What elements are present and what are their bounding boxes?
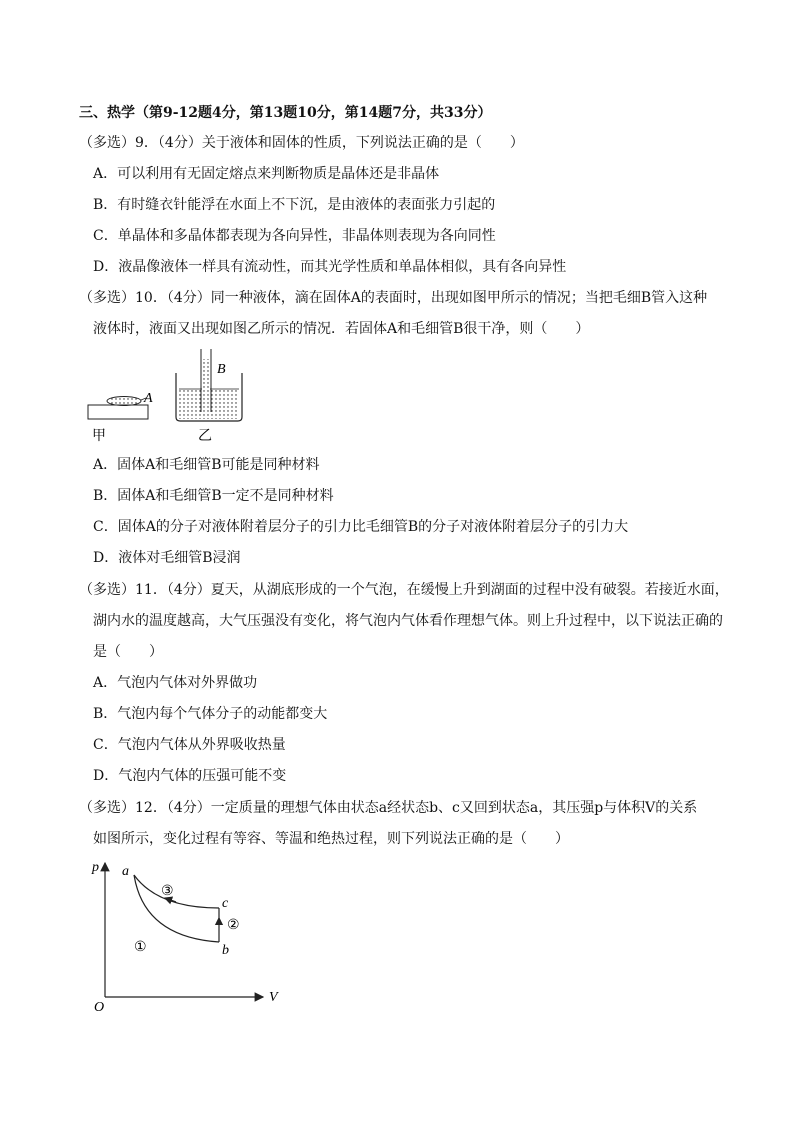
question-11-stem-line-1: （多选）11．（4分）夏天，从湖底形成的一个气泡，在缓慢上升到湖面的过程中没有破裂。若接近水面， xyxy=(79,582,729,598)
question-11-option-d: D．气泡内气体的压强可能不变 xyxy=(93,768,287,784)
process-3-curve xyxy=(134,875,219,908)
p-axis-label: p xyxy=(92,860,99,875)
caption-yi: 乙 xyxy=(198,429,212,444)
question-9-option-b: B．有时缝衣针能浮在水面上不下沉，是由液体的表面张力引起的 xyxy=(93,197,496,213)
question-11-stem-line-2: 湖内水的温度越高，大气压强没有变化，将气泡内气体看作理想气体。则上升过程中，以下说法正确的 xyxy=(93,613,723,629)
process-1-label: ① xyxy=(134,940,147,955)
liquid-droplet xyxy=(107,397,141,406)
figure-pv-graph xyxy=(88,855,288,1015)
question-12-stem-line-2: 如图所示，变化过程有等容、等温和绝热过程，则下列说法正确的是（ ） xyxy=(93,831,569,847)
v-axis-label: V xyxy=(269,990,278,1005)
question-9-option-c: C．单晶体和多晶体都表现为各向异性，非晶体则表现为各向同性 xyxy=(93,228,496,244)
label-a: A xyxy=(144,391,153,406)
question-11-option-b: B．气泡内每个气体分子的动能都变大 xyxy=(93,706,328,722)
origin-label: O xyxy=(94,1000,105,1015)
question-10-stem-line-1: （多选）10．（4分）同一种液体，滴在固体A的表面时，出现如图甲所示的情况；当把毛细B管入这种 xyxy=(79,290,708,306)
process-1-curve xyxy=(134,875,219,942)
point-c-label: c xyxy=(222,896,229,911)
question-10-option-c: C．固体A的分子对液体附着层分子的引力比毛细管B的分子对液体附着层分子的引力大 xyxy=(93,519,629,535)
caption-jia: 甲 xyxy=(92,429,106,444)
capillary-liquid-column xyxy=(202,359,210,412)
process-2-label: ② xyxy=(227,918,240,933)
point-b-label: b xyxy=(222,943,229,958)
section-header: 三、热学（第9-12题4分，第13题10分，第14题7分，共33分） xyxy=(79,105,492,121)
question-9-option-a: A．可以利用有无固定熔点来判断物质是晶体还是非晶体 xyxy=(93,166,440,182)
question-10-option-a: A．固体A和毛细管B可能是同种材料 xyxy=(93,457,320,473)
question-9-option-d: D．液晶像液体一样具有流动性，而其光学性质和单晶体相似，具有各向异性 xyxy=(93,259,567,275)
question-10-option-b: B．固体A和毛细管B一定不是同种材料 xyxy=(93,488,334,504)
solid-block xyxy=(88,405,148,419)
point-a-label: a xyxy=(122,864,129,879)
question-9-stem: （多选）9．（4分）关于液体和固体的性质，下列说法正确的是（ ） xyxy=(79,135,524,151)
figure-capillary xyxy=(90,345,260,445)
process-3-label: ③ xyxy=(161,884,174,899)
question-11-option-a: A．气泡内气体对外界做功 xyxy=(93,675,258,691)
question-10-option-d: D．液体对毛细管B浸润 xyxy=(93,550,241,566)
question-11-option-c: C．气泡内气体从外界吸收热量 xyxy=(93,737,286,753)
question-12-stem-line-1: （多选）12．（4分）一定质量的理想气体由状态a经状态b、c又回到状态a，其压强p与体积V的关系 xyxy=(79,800,698,816)
question-11-stem-line-3: 是（ ） xyxy=(93,644,163,660)
question-10-stem-line-2: 液体时，液面又出现如图乙所示的情况．若固体A和毛细管B很干净，则（ ） xyxy=(93,321,590,337)
label-b: B xyxy=(217,362,226,377)
